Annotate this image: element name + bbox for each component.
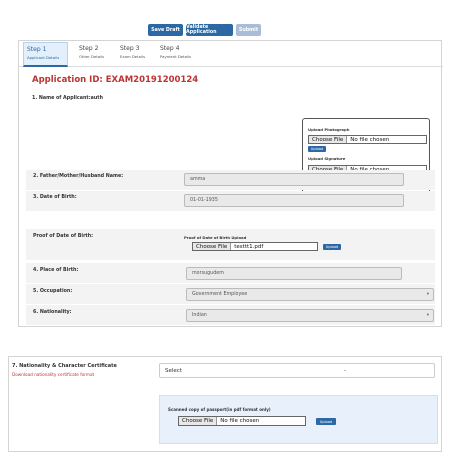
- upload-photograph-label: Upload Photograph: [308, 127, 350, 132]
- application-id: Application ID: EXAM20191200124: [32, 75, 199, 85]
- validate-application-button[interactable]: Validate Application: [186, 24, 233, 36]
- applicant-form-card: [18, 40, 442, 327]
- proof-upload-button[interactable]: Upload: [323, 244, 341, 250]
- tab-step-1-title: Step 1: [27, 46, 47, 53]
- submit-button[interactable]: Submit: [236, 24, 261, 36]
- place-of-birth-field[interactable]: morsugudem: [186, 267, 402, 280]
- photo-file-name: No file chosen: [350, 136, 390, 143]
- date-of-birth-row: [26, 191, 435, 211]
- father-name-label: 2. Father/Mother/Husband Name:: [33, 174, 124, 179]
- applicant-name-label: 1. Name of Applicant:auth: [32, 96, 103, 101]
- certificate-select[interactable]: [159, 363, 435, 378]
- tab-step-3[interactable]: [120, 45, 145, 59]
- download-certificate-link[interactable]: Download nationality certificate format: [12, 372, 95, 377]
- father-name-field[interactable]: amma: [184, 173, 404, 186]
- tab-step-2[interactable]: [79, 45, 104, 59]
- upload-signature-label: Upload Signature: [308, 156, 346, 161]
- tab-step-1-subtitle: Applicant Details: [27, 55, 60, 60]
- occupation-value: Government Employee: [192, 292, 248, 297]
- tab-step-3-title: Step 3: [120, 45, 140, 52]
- father-name-row: [26, 170, 435, 190]
- nationality-label: 6. Nationality:: [33, 310, 72, 315]
- certificate-select-value: Select: [165, 367, 182, 374]
- action-bar: [0, 24, 451, 38]
- occupation-row: [26, 284, 435, 304]
- date-of-birth-field[interactable]: 01-01-1935: [184, 194, 404, 207]
- tab-step-4[interactable]: [160, 45, 191, 59]
- step-tabs: [19, 41, 443, 67]
- photo-choose-file-button[interactable]: Choose File: [309, 136, 347, 143]
- passport-upload-label: Scanned copy of passport(in pdf format only): [168, 407, 271, 412]
- photo-file-input[interactable]: [308, 135, 427, 144]
- tab-step-1[interactable]: [23, 42, 68, 67]
- passport-file-name: No file chosen: [220, 418, 260, 424]
- proof-of-dob-row: [26, 229, 435, 260]
- proof-of-dob-label: Proof of Date of Birth:: [33, 234, 94, 239]
- proof-of-dob-upload-label: Proof of Date of Birth Upload: [184, 235, 247, 240]
- save-draft-button[interactable]: Save Draft: [148, 24, 183, 36]
- chevron-down-icon: ⌄: [343, 368, 347, 373]
- proof-of-dob-file-input[interactable]: [192, 242, 318, 251]
- chevron-down-icon: ▾: [426, 292, 429, 297]
- photo-upload-button[interactable]: Upload: [308, 146, 326, 152]
- tab-step-2-subtitle: Other Details: [79, 54, 105, 59]
- place-of-birth-row: [26, 263, 435, 283]
- tab-step-2-title: Step 2: [79, 45, 99, 52]
- nationality-certificate-card: [8, 356, 442, 452]
- passport-upload-panel: [159, 395, 438, 444]
- occupation-select[interactable]: [186, 288, 434, 301]
- date-of-birth-label: 3. Date of Birth:: [33, 195, 77, 200]
- certificate-label: 7. Nationality & Character Certificate: [12, 363, 117, 369]
- passport-file-input[interactable]: [178, 416, 306, 426]
- proof-file-name: testtt1.pdf: [234, 243, 264, 250]
- chevron-down-icon: ▾: [426, 313, 429, 318]
- tab-step-4-title: Step 4: [160, 45, 180, 52]
- nationality-value: Indian: [192, 313, 207, 318]
- place-of-birth-label: 4. Place of Birth:: [33, 268, 79, 273]
- proof-choose-file-button[interactable]: Choose File: [193, 243, 231, 250]
- occupation-label: 5. Occupation:: [33, 289, 73, 294]
- tab-step-3-subtitle: Exam Details: [120, 54, 146, 59]
- nationality-select[interactable]: [186, 309, 434, 322]
- tab-step-4-subtitle: Payment Details: [160, 54, 191, 59]
- nationality-row: [26, 305, 435, 325]
- passport-upload-button[interactable]: Upload: [316, 418, 336, 425]
- passport-choose-file-button[interactable]: Choose File: [179, 417, 217, 425]
